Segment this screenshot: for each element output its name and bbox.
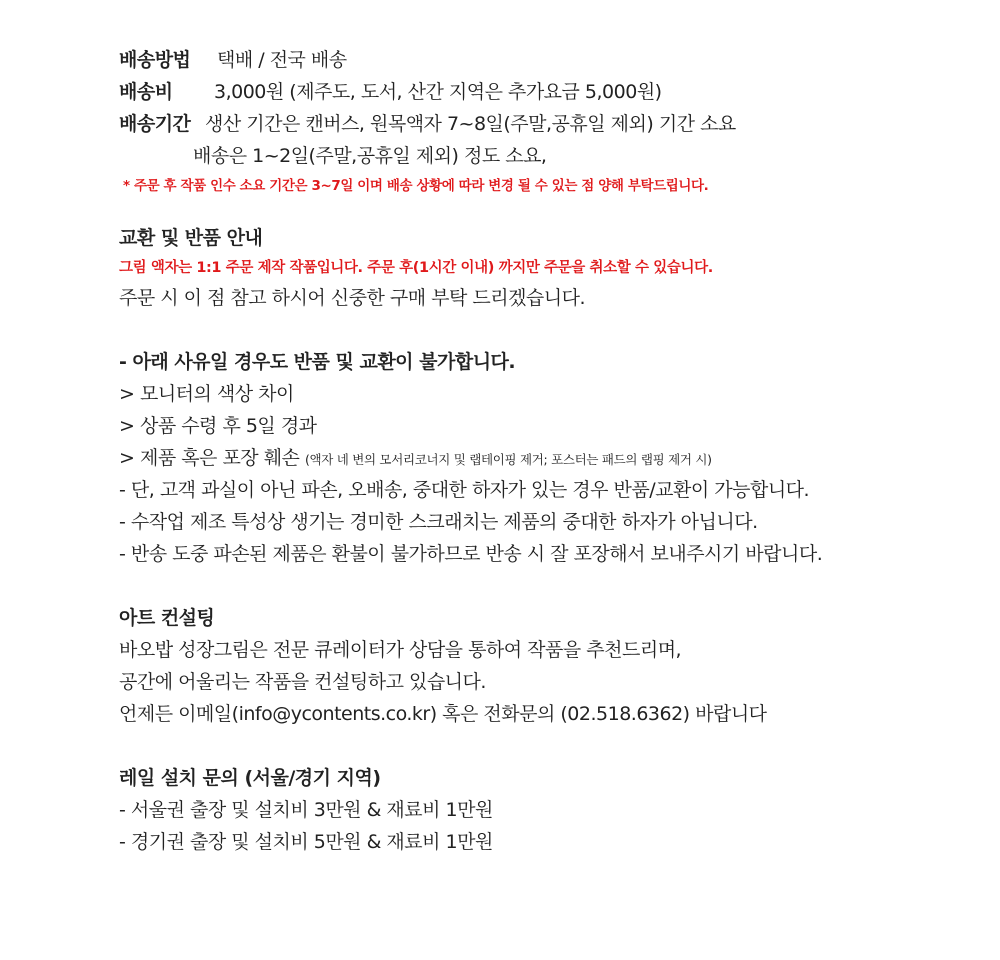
exchange-item: > 모니터의 색상 차이 bbox=[119, 383, 294, 405]
shipping-period-label: 배송기간 bbox=[119, 113, 191, 135]
exchange-item: > 상품 수령 후 5일 경과 bbox=[119, 415, 317, 437]
shipping-note: * 주문 후 작품 인수 소요 기간은 3~7일 이며 배송 상황에 따라 변경 될 수 있는 점 양해 부탁드립니다. bbox=[123, 178, 709, 194]
exchange-item-damage-main: > 제품 혹은 포장 훼손 bbox=[119, 447, 305, 469]
exchange-heading: - 아래 사유일 경우도 반품 및 교환이 불가합니다. bbox=[119, 351, 516, 373]
shipping-period-row bbox=[119, 108, 979, 140]
rail-section bbox=[119, 762, 979, 858]
shipping-fee-row bbox=[119, 76, 979, 108]
rail-line: - 경기권 출장 및 설치비 5만원 & 재료비 1만원 bbox=[119, 831, 493, 853]
exchange-request: 주문 시 이 점 참고 하시어 신중한 구매 부탁 드리겠습니다. bbox=[119, 287, 586, 309]
consulting-line: 공간에 어울리는 작품을 컨설팅하고 있습니다. bbox=[119, 671, 486, 693]
exchange-item-damage bbox=[119, 442, 979, 474]
shipping-section bbox=[119, 44, 979, 200]
rail-title: 레일 설치 문의 (서울/경기 지역) bbox=[119, 767, 381, 789]
consulting-title: 아트 컨설팅 bbox=[119, 607, 215, 629]
shipping-method-row bbox=[119, 44, 979, 76]
exchange-warning: 그림 액자는 1:1 주문 제작 작품입니다. 주문 후(1시간 이내) 까지만 주문을 취소할 수 있습니다. bbox=[119, 260, 713, 276]
rail-line: - 서울권 출장 및 설치비 3만원 & 재료비 1만원 bbox=[119, 799, 493, 821]
shipping-period-value-2: 배송은 1~2일(주말,공휴일 제외) 정도 소요, bbox=[193, 145, 547, 167]
exchange-dash-item: - 단, 고객 과실이 아닌 파손, 오배송, 중대한 하자가 있는 경우 반품/교환이 가능합니다. bbox=[119, 479, 810, 501]
shipping-fee-value: 3,000원 (제주도, 도서, 산간 지역은 추가요금 5,000원) bbox=[214, 81, 662, 103]
exchange-section bbox=[119, 222, 979, 570]
exchange-dash-item: - 수작업 제조 특성상 생기는 경미한 스크래치는 제품의 중대한 하자가 아닙니다. bbox=[119, 511, 758, 533]
exchange-dash-item: - 반송 도중 파손된 제품은 환불이 불가하므로 반송 시 잘 포장해서 보내주시기 바랍니다. bbox=[119, 543, 823, 565]
exchange-item-damage-detail: (액자 네 변의 모서리코너지 및 랩테이핑 제거; 포스터는 패드의 랩핑 제거 시) bbox=[304, 452, 712, 467]
product-info-document bbox=[119, 44, 979, 858]
shipping-method-label: 배송방법 bbox=[119, 49, 191, 71]
consulting-section bbox=[119, 602, 979, 730]
consulting-contact-line: 언제든 이메일(info@ycontents.co.kr) 혹은 전화문의 (02.518.6362) 바랍니다 bbox=[119, 703, 767, 725]
shipping-method-value: 택배 / 전국 배송 bbox=[217, 49, 347, 71]
shipping-period-value: 생산 기간은 캔버스, 원목액자 7~8일(주말,공휴일 제외) 기간 소요 bbox=[205, 113, 736, 135]
shipping-fee-label: 배송비 bbox=[119, 81, 173, 103]
exchange-title: 교환 및 반품 안내 bbox=[119, 227, 263, 249]
consulting-line: 바오밥 성장그림은 전문 큐레이터가 상담을 통하여 작품을 추천드리며, bbox=[119, 639, 682, 661]
